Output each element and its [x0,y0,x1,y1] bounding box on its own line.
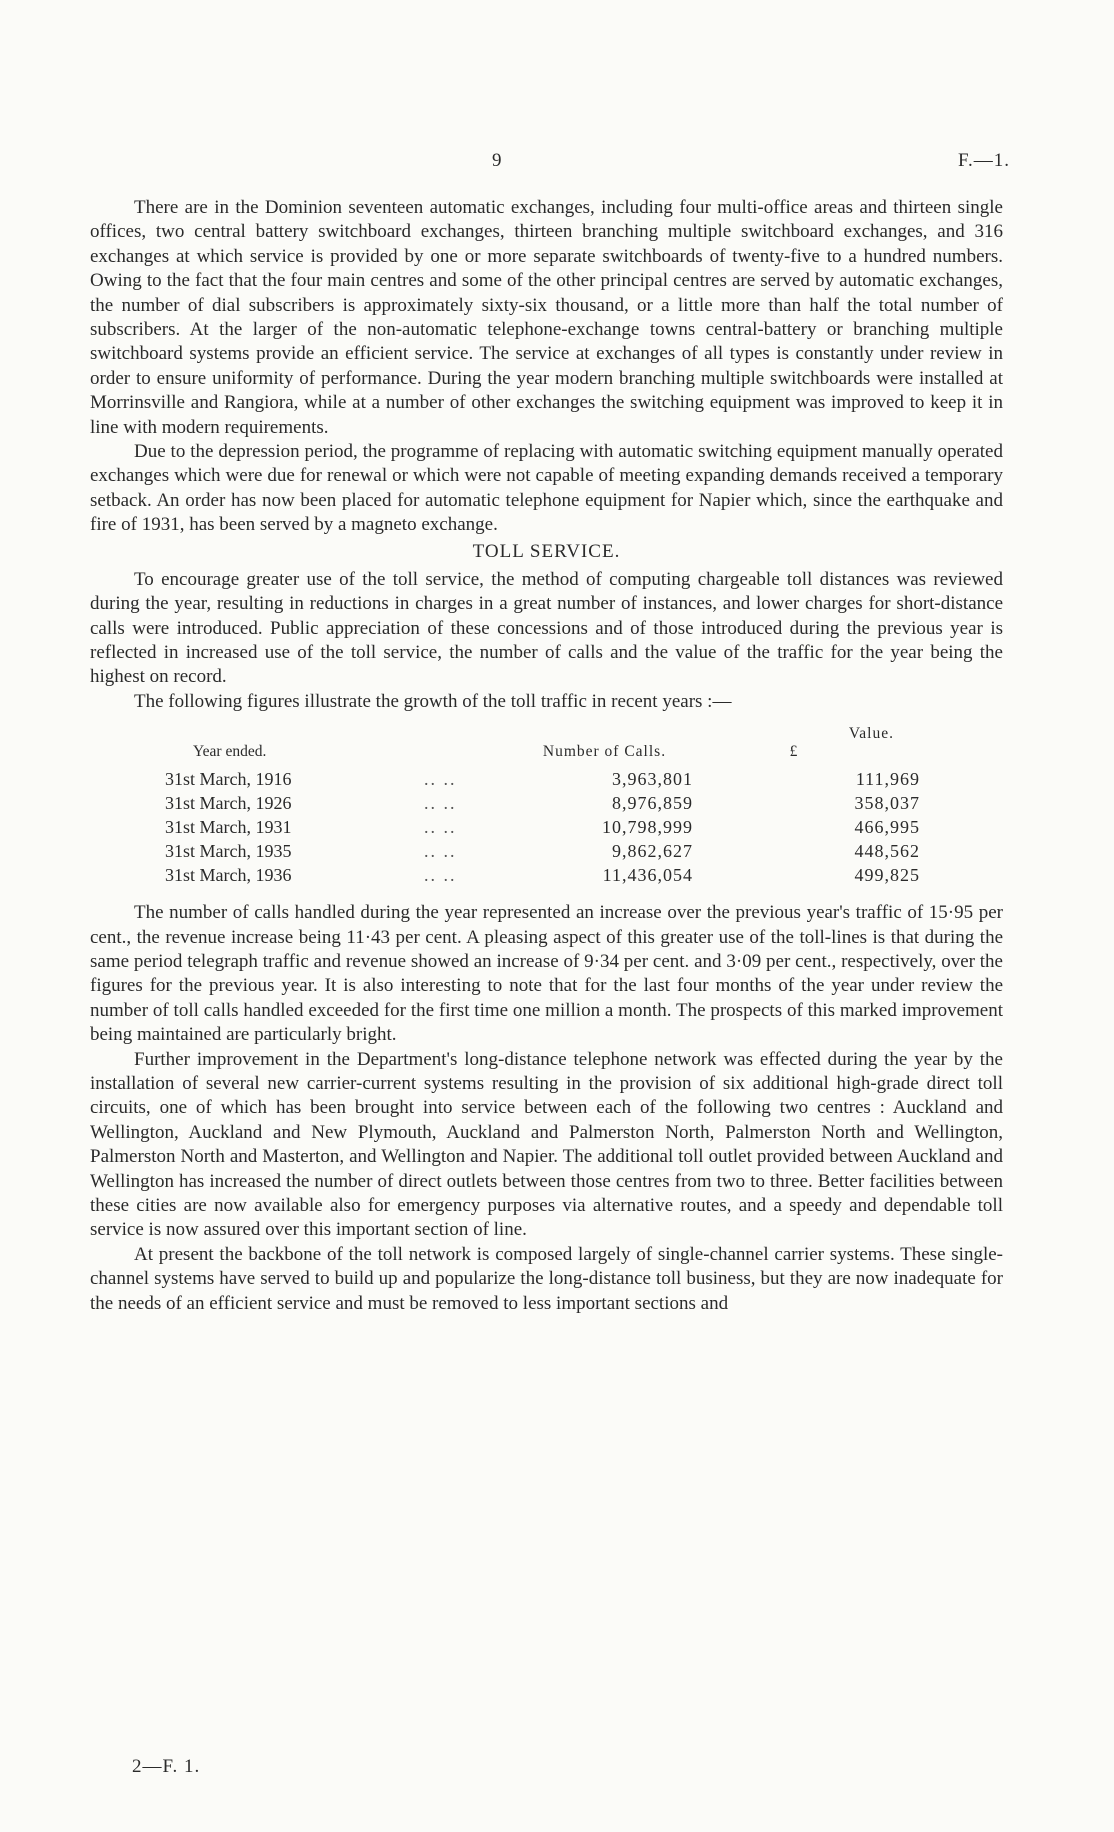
paragraph-table-intro: The following figures illustrate the growth of the toll traffic in recent years :— [134,690,732,712]
table-header-row [165,724,950,767]
section-heading-toll-service: TOLL SERVICE. [472,540,621,562]
cell-year: 31st March, 1916 [165,769,292,790]
paragraph-calls-increase: The number of calls handled during the year represented an increase over the previous year's traffic of 15·95 per cent., the revenue increase being 11·43 per cent. A pleasing aspect of this greater use of the toll-lines is that during the same period telegraph traffic and revenue showed an increase of 9·34 per cent. and 3·09 per cent., respectively, over the figures for the previous year. It is also interesting to note that for the last four months of the year under review the number of toll calls handled exceeded for the first time one million a month. The prospects of this marked improvement being maintained are particularly bright. [90,902,1003,1046]
cell-year: 31st March, 1935 [165,841,292,862]
cell-leader-dots: .. .. [424,865,457,886]
cell-value: 111,969 [855,769,920,790]
table-row [165,815,950,839]
cell-year: 31st March, 1926 [165,793,292,814]
cell-leader-dots: .. .. [424,793,457,814]
table-row [165,863,950,887]
value-label: Value. [848,725,894,743]
toll-traffic-table [165,724,950,887]
cell-value: 448,562 [854,841,920,862]
cell-value: 466,995 [854,817,920,838]
cell-calls: 10,798,999 [602,817,693,838]
page-header [90,150,1020,180]
document-body [90,196,1003,1316]
table-row [165,791,950,815]
document-reference: F.—1. [957,150,1010,171]
cell-calls: 11,436,054 [602,865,693,886]
cell-value: 499,825 [854,865,920,886]
cell-calls: 9,862,627 [612,841,693,862]
table-row [165,839,950,863]
cell-year: 31st March, 1936 [165,865,292,886]
cell-year: 31st March, 1931 [165,817,292,838]
paragraph-backbone: At present the backbone of the toll network is composed largely of single-channel carrier systems. These single-channel systems have served to build up and popularize the long-distance toll business, but they are now inadequate for the needs of an efficient service and must be removed to less important sections and [90,1243,1003,1314]
cell-leader-dots: .. .. [424,769,457,790]
paragraph-toll-charges: To encourage greater use of the toll service, the method of computing chargeable toll distances was reviewed during the year, resulting in reductions in charges in a great number of instances, and lower charges for short-distance calls were introduced. Public appreciation of these concessions and of those introduced during the previous year is reflected in increased use of the toll service, the number of calls and the value of the traffic for the year being the highest on record. [90,568,1003,688]
value-unit: £ [789,743,799,761]
table-row [165,767,950,791]
paragraph-network-improvement: Further improvement in the Department's long-distance telephone network was effected during the year by the installation of several new carrier-current systems resulting in the provision of six additional high-grade direct toll circuits, one of which has been brought into service between each of the following two centres : Auckland and Wellington, Auckland and New Plymouth, Auckland and Palmerston North, Palmerston North and Wellington, Palmerston North and Masterton, and Wellington and Napier. The additional toll outlet provided between Auckland and Wellington has increased the number of direct outlets between those centres from two to three. Better facilities between these cities are now available also for emergency purposes via alternative routes, and a speedy and dependable toll service is now assured over this important section of line. [90,1048,1003,1241]
column-header-year: Year ended. [193,743,267,761]
cell-leader-dots: .. .. [424,817,457,838]
column-header-value [693,724,950,767]
page-footer-signature: 2—F. 1. [132,1756,201,1777]
document-page [90,0,1020,1832]
cell-calls: 3,963,801 [612,769,693,790]
page-number: 9 [492,150,502,171]
paragraph-depression: Due to the depression period, the programme of replacing with automatic switching equipment manually operated exchanges which were due for renewal or which were not capable of meeting expanding demands received a temporary setback. An order has now been placed for automatic telephone equipment for Napier which, since the earthquake and fire of 1931, has been served by a magneto exchange. [90,441,1003,536]
cell-leader-dots: .. .. [424,841,457,862]
cell-calls: 8,976,859 [612,793,693,814]
cell-value: 358,037 [854,793,920,814]
paragraph-exchanges: There are in the Dominion seventeen automatic exchanges, including four multi-office areas and thirteen single offices, two central battery switchboard exchanges, thirteen branching multiple switchboard exchanges, and 316 exchanges at which service is provided by one or more separate switchboards of twenty-five to a hundred numbers. Owing to the fact that the four main centres and some of the other principal centres are served by automatic exchanges, the number of dial subscribers is approximately sixty-six thousand, or a little more than half the total number of subscribers. At the larger of the non-automatic telephone-exchange towns central-battery or branching multiple switchboard systems provide an efficient service. The service at exchanges of all types is constantly under review in order to ensure uniformity of performance. During the year modern branching multiple switchboards were installed at Morrinsville and Rangiora, while at a number of other exchanges the switching equipment was improved to keep it in line with modern requirements. [90,197,1003,438]
column-header-calls: Number of Calls. [542,743,667,761]
